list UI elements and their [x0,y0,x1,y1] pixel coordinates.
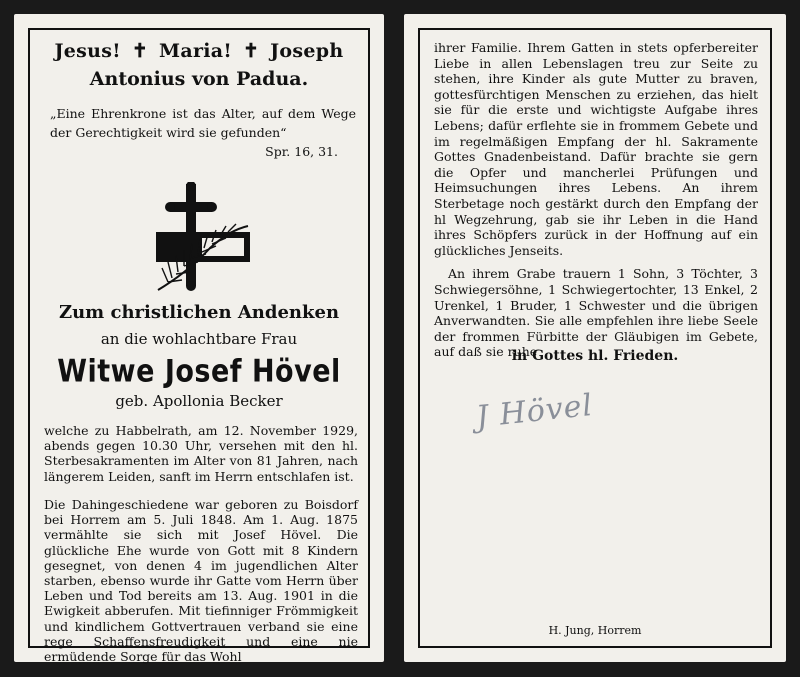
mourners-paragraph: An ihrem Grabe trauern 1 Sohn, 3 Töchter, 3 Schwiegersöhne, 1 Schwiegertochter, 13 Enkel, 2 Urenkel, 1 Bruder, 1 Schwester und die übrigen Anverwandten. Sie alle empfehlen ihre liebe Seele der frommen Fürbitte der Gläubigen im Gebete, auf daß sie ruhe [434,266,758,360]
quote-text: „Eine Ehrenkrone ist das Alter, auf dem Wege der Gerechtigkeit wird sie gefunden“ [50,106,356,140]
biography-paragraph [44,497,358,664]
death-paragraph [44,423,358,484]
bible-quote [50,104,356,161]
biography-paragraph-text: Die Dahingeschiedene war geboren zu Boisdorf bei Horrem am 5. Juli 1848. Am 1. Aug. 1875 vermählte sie sich mit Josef Hövel. Die glückliche Ehe wurde von Gott mit 8 Kindern gesegnet, von denen 4 im jugendlichen Alter starben, ebenso wurde ihr Gatte vom Herrn über Leben und Tod bereits am 13. Aug. 1901 in die Ewigkeit abberufen. Mit tiefinniger Frömmigkeit und kindlichem Gottvertrauen verband sie eine rege Schaffensfreudigkeit und eine nie ermüdende Sorge für das Wohl [44,497,358,665]
right-card [404,14,786,662]
memorial-heading: Zum christlichen Andenken [58,302,340,323]
left-card [14,14,384,665]
header-invocation [30,40,368,62]
continuation-text [434,40,758,360]
deceased-name: Witwe Josef Hövel [57,353,341,390]
printer-imprint: H. Jung, Horrem [548,624,642,637]
death-paragraph-text: welche zu Habbelrath, am 12. November 1929, abends gegen 10.30 Uhr, versehen mit den hl. Sterbesakramenten im Alter von 81 Jahren, nach längerem Leiden, sanft im Herrn entschlafen ist. [44,423,358,484]
header-maria: Maria! [159,40,233,62]
left-frame [28,28,370,665]
header-antonius: Antonius von Padua. [89,68,309,90]
continuation-paragraph: ihrer Familie. Ihrem Gatten in stets opferbereiter Liebe in allen Lebenslagen treu zur Seite zu stehen, ihre Kinder als gute Mutter zu braven, gottesfürchtigen Menschen zu erziehen, das hielt sie für die erste und wichtigste Aufgabe ihres Lebens; dafür erflehte sie in frommem Gebete und im regelmäßigen Empfang der hl. Sakramente Gottes Gnadenbeistand. Dafür brachte sie gern die Opfer und mancherlei Prüfungen und Heimsuchungen ihres Lebens. An ihrem Sterbetage noch gestärkt durch den Empfang der hl Wegzehrung, gab sie ihr Leben in die Hand ihres Schöpfers zurück in der Hoffnung auf ein glückliches Jenseits. [434,40,758,258]
closing-line: in Gottes hl. Frieden. [511,348,679,364]
quote-reference: Spr. 16, 31. [265,144,338,159]
handwritten-note: J Hövel [474,387,595,436]
cross-palm-emblem-icon [148,182,258,292]
header-joseph: Joseph [270,40,344,62]
right-frame [418,28,772,648]
dedication-line: an die wohlachtbare Frau [100,330,298,348]
header-jesus: Jesus! [54,40,121,62]
cross-icon: ✝ [242,40,260,62]
cross-icon: ✝ [131,40,149,62]
maiden-name: geb. Apollonia Becker [115,392,283,410]
